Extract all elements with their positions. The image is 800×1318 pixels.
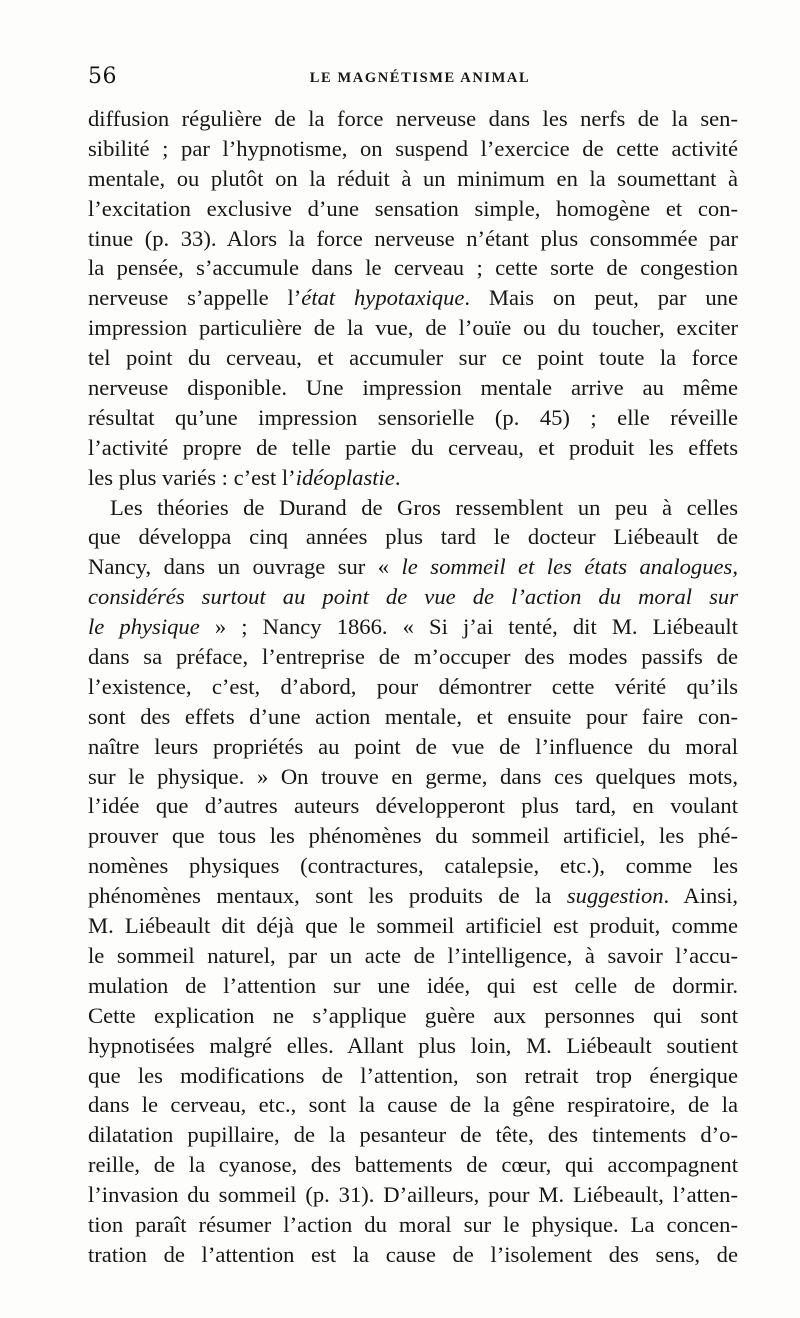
- running-title: LE MAGNÉTISME ANIMAL: [309, 70, 531, 86]
- text-line: [88, 1120, 738, 1150]
- text-line: [88, 194, 738, 224]
- text-line: [88, 104, 738, 134]
- text-run: mentale, ou plutôt on la réduit à un minimum en la soumettant à: [88, 165, 738, 191]
- text-line: [88, 253, 738, 283]
- text-line: [88, 732, 738, 762]
- text-run: impression particulière de la vue, de l’ouïe ou du toucher, exciter: [88, 315, 738, 341]
- text-line: [88, 433, 738, 463]
- text-run: nomènes physiques (contractures, catalepsie, etc.), comme les: [88, 853, 738, 879]
- text-run: Les théories de Durand de Gros ressemblent un peu à celles: [110, 494, 738, 520]
- text-run: prouver que tous les phénomènes du sommeil artificiel, les phé-: [88, 823, 738, 849]
- text-run: . Mais on peut, par une: [464, 285, 738, 311]
- text-run: l’excitation exclusive d’une sensation simple, homogène et con-: [88, 195, 738, 221]
- text-line: [88, 1210, 738, 1240]
- text-run: reille, de la cyanose, des battements de cœur, qui accompagnent: [88, 1152, 738, 1178]
- text-run: tinue (p. 33). Alors la force nerveuse n’étant plus consommée par: [88, 225, 738, 251]
- text-line: [88, 672, 738, 702]
- text-line: [88, 911, 738, 941]
- italic-text: état hypotaxique: [301, 285, 465, 311]
- text-line: [88, 1001, 738, 1031]
- text-run: » ; Nancy 1866. « Si j’ai tenté, dit M. Liébeault: [199, 614, 738, 640]
- text-line: [88, 642, 738, 672]
- text-run: nerveuse s’appelle l’: [88, 285, 302, 311]
- text-run: .: [394, 464, 401, 490]
- text-run: tel point du cerveau, et accumuler sur ce point toute la force: [88, 345, 738, 371]
- text-line: [88, 224, 738, 254]
- body-text: [88, 104, 738, 1270]
- text-run: tration de l’attention est la cause de l’isolement des sens, de: [88, 1241, 738, 1267]
- text-run: dans sa préface, l’entreprise de m’occuper des modes passifs de: [88, 644, 738, 670]
- text-line: [88, 702, 738, 732]
- text-run: l’idée que d’autres auteurs développeront plus tard, en voulant: [88, 793, 738, 819]
- text-run: le sommeil naturel, par un acte de l’intelligence, à savoir l’accu-: [88, 942, 738, 968]
- text-line: [88, 343, 738, 373]
- text-line: [88, 493, 738, 523]
- text-run: l’invasion du sommeil (p. 31). D’ailleurs, pour M. Liébeault, l’atten-: [88, 1182, 738, 1208]
- text-run: naître leurs propriétés au point de vue de l’influence du moral: [88, 733, 738, 759]
- italic-text: le physique: [88, 614, 200, 640]
- text-run: diffusion régulière de la force nerveuse dans les nerfs de la sen-: [88, 106, 738, 131]
- text-line: [88, 1061, 738, 1091]
- text-run: sur le physique. » On trouve en germe, dans ces quelques mots,: [88, 763, 738, 789]
- page-number: 56: [88, 64, 117, 89]
- text-run: dans le cerveau, etc., sont la cause de la gêne respiratoire, de la: [88, 1092, 738, 1118]
- text-line: [88, 463, 738, 493]
- text-run: que les modifications de l’attention, son retrait trop énergique: [88, 1062, 738, 1088]
- text-line: [88, 881, 738, 911]
- text-run: hypnotisées malgré elles. Allant plus loin, M. Liébeault soutient: [88, 1032, 738, 1058]
- text-line: [88, 313, 738, 343]
- italic-text: suggestion: [566, 883, 664, 909]
- text-run: mulation de l’attention sur une idée, qui est celle de dormir.: [88, 972, 738, 998]
- text-run: résultat qu’une impression sensorielle (p. 45) ; elle réveille: [88, 404, 738, 430]
- text-line: [88, 851, 738, 881]
- text-run: la pensée, s’accumule dans le cerveau ; cette sorte de congestion: [88, 255, 738, 281]
- text-run: M. Liébeault dit déjà que le sommeil artificiel est produit, comme: [88, 913, 738, 939]
- italic-text: considérés surtout au point de vue de l’action du moral sur: [88, 584, 738, 610]
- text-line: [88, 1090, 738, 1120]
- text-line: [88, 612, 738, 642]
- italic-text: idéoplastie: [295, 464, 395, 490]
- text-line: [88, 1180, 738, 1210]
- text-line: [88, 552, 738, 582]
- text-line: [88, 1150, 738, 1180]
- text-line: [88, 1240, 738, 1270]
- text-run: nerveuse disponible. Une impression mentale arrive au même: [88, 375, 738, 401]
- text-line: [88, 134, 738, 164]
- text-run: Cette explication ne s’applique guère aux personnes qui sont: [88, 1002, 738, 1028]
- text-run: phénomènes mentaux, sont les produits de la: [88, 883, 567, 909]
- text-run: l’activité propre de telle partie du cerveau, et produit les effets: [88, 434, 738, 460]
- text-line: [88, 164, 738, 194]
- text-run: que développa cinq années plus tard le docteur Liébeault de: [88, 524, 738, 550]
- text-line: [88, 373, 738, 403]
- text-line: [88, 283, 738, 313]
- text-run: l’existence, c’est, d’abord, pour démontrer cette vérité qu’ils: [88, 673, 738, 699]
- page-header: [88, 64, 728, 94]
- text-line: [88, 403, 738, 433]
- text-run: sibilité ; par l’hypnotisme, on suspend l’exercice de cette activité: [88, 135, 738, 161]
- text-line: [88, 522, 738, 552]
- text-run: Nancy, dans un ouvrage sur «: [88, 554, 402, 580]
- text-line: [88, 791, 738, 821]
- text-line: [88, 821, 738, 851]
- text-line: [88, 1031, 738, 1061]
- text-run: dilatation pupillaire, de la pesanteur de tête, des tintements d’o-: [88, 1122, 738, 1148]
- text-run: les plus variés : c’est l’: [88, 464, 296, 490]
- text-line: [88, 941, 738, 971]
- text-line: [88, 582, 738, 612]
- text-run: . Ainsi,: [663, 883, 738, 909]
- italic-text: le sommeil et les états analogues,: [401, 554, 738, 580]
- text-line: [88, 971, 738, 1001]
- text-run: sont des effets d’une action mentale, et ensuite pour faire con-: [88, 703, 738, 729]
- text-line: [88, 762, 738, 792]
- text-run: tion paraît résumer l’action du moral sur le physique. La concen-: [88, 1211, 738, 1237]
